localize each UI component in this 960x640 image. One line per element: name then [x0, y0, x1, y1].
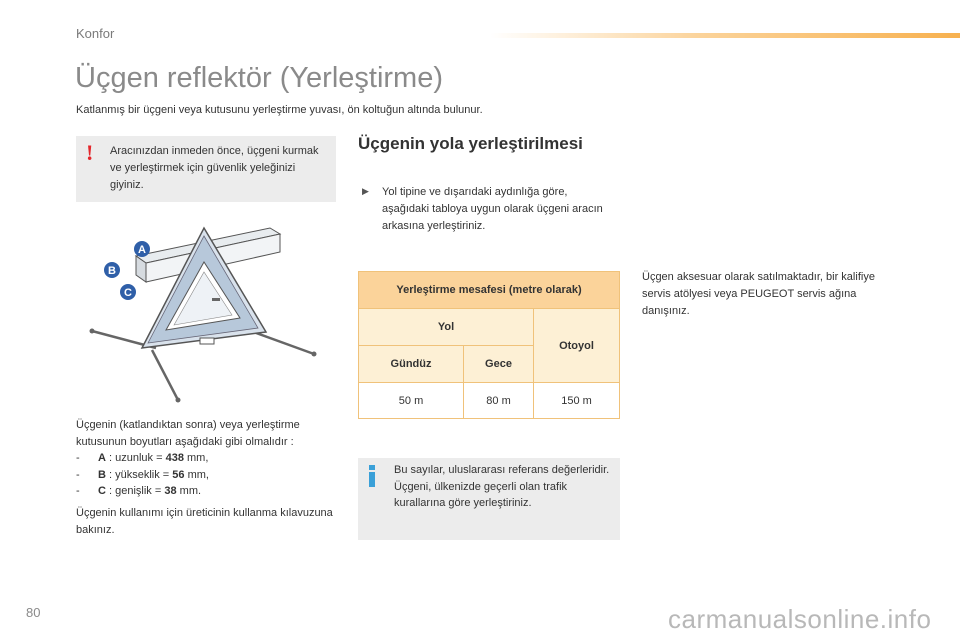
manual-note: Üçgenin kullanımı için üreticinin kullanma kılavuzuna bakınız.: [76, 507, 333, 536]
svg-text:C: C: [124, 287, 132, 299]
info-text: Bu sayılar, uluslararası referans değerleridir. Üçgeni, ülkenizde geçerli olan trafik kurallarına göre yerleştiriniz.: [394, 464, 610, 509]
label-c: [120, 284, 136, 300]
bullet-arrow-icon: ▶: [362, 186, 369, 196]
page-title: Üçgen reflektör (Yerleştirme): [75, 62, 443, 94]
intro-text: Katlanmış bir üçgeni veya kutusunu yerleştirme yuvası, ön koltuğun altında bulunur.: [76, 104, 483, 116]
table-header: Yerleştirme mesafesi (metre olarak): [359, 272, 620, 309]
table-road-cell: Yol: [359, 309, 534, 346]
triangle-illustration: [88, 222, 324, 406]
section-label: Konfor: [76, 26, 115, 41]
label-b: [104, 262, 120, 278]
placement-heading: Üçgenin yola yerleştirilmesi: [358, 134, 583, 153]
dimensions-text: [76, 417, 346, 500]
svg-text:A: A: [138, 244, 146, 256]
watermark: carmanualsonline.info: [668, 604, 932, 634]
accessory-note: Üçgen aksesuar olarak satılmaktadır, bir kalifiye servis atölyesi veya PEUGEOT servis ağına danışınız.: [642, 271, 875, 317]
label-a: [134, 241, 150, 257]
table-value-day: 50 m: [359, 383, 464, 419]
exclamation-icon: !: [86, 140, 94, 165]
warning-text: Aracınızdan inmeden önce, üçgeni kurmak ve yerleştirmek için güvenlik yeleğinizi giyiniz.: [110, 145, 319, 191]
dimension-item-c: - C : genişlik = 38 mm.: [76, 485, 202, 497]
table-value-highway: 150 m: [534, 383, 620, 419]
table-night-cell: Gece: [464, 346, 534, 383]
page-number: 80: [26, 605, 41, 620]
table-value-night: 80 m: [464, 383, 534, 419]
distance-table: [358, 271, 620, 419]
info-icon: [368, 465, 376, 487]
table-highway-cell: Otoyol: [534, 309, 620, 383]
svg-text:B: B: [108, 265, 116, 277]
dimension-item-a: - A : uzunluk = 438 mm,: [76, 452, 209, 464]
placement-bullet-text: Yol tipine ve dışarıdaki aydınlığa göre, aşağıdaki tabloya uygun olarak üçgeni aracın arkasına yerleştiriniz.: [382, 186, 603, 232]
dimension-item-b: - B : yükseklik = 56 mm,: [76, 468, 209, 481]
table-day-cell: Gündüz: [359, 346, 464, 383]
dimensions-intro: Üçgenin (katlandıktan sonra) veya yerleştirme kutusunun boyutları aşağıdaki gibi olmalıdır :: [76, 419, 300, 448]
header-accent-bar: [490, 33, 960, 38]
